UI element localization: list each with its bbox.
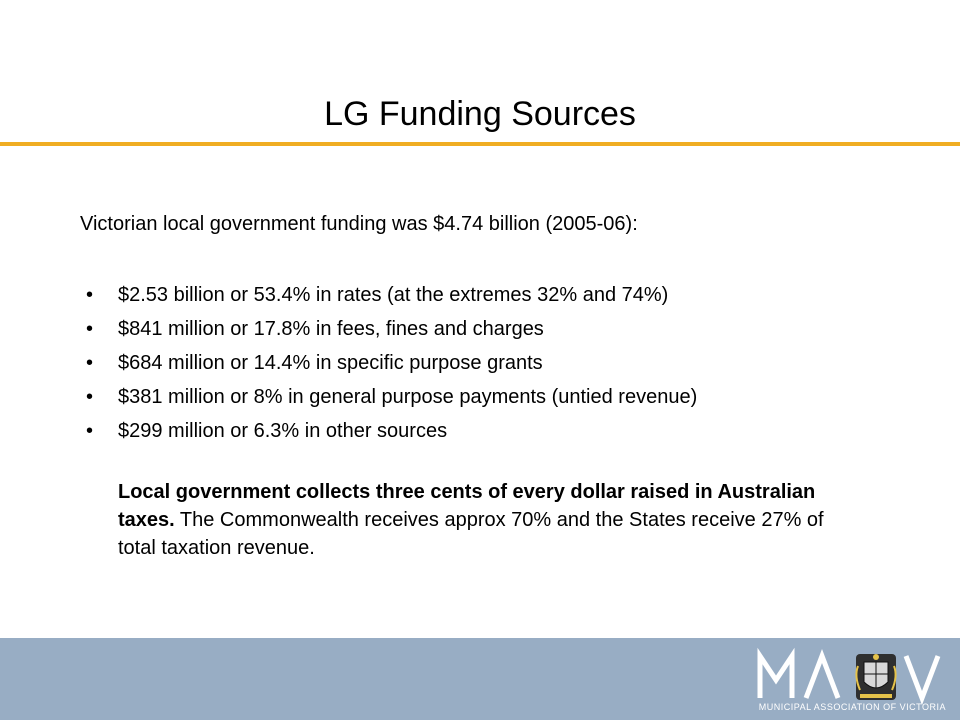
bullet-icon: • [86, 318, 94, 340]
title-underline [0, 142, 960, 146]
bullet-text: $381 million or 8% in general purpose payments (untied revenue) [118, 386, 698, 408]
bullet-icon: • [86, 284, 94, 306]
tax-share-note [118, 478, 858, 562]
slide-content [80, 210, 880, 562]
bullet-icon: • [86, 420, 94, 442]
bullet-icon: • [86, 352, 94, 374]
bullet-text: $2.53 billion or 53.4% in rates (at the extremes 32% and 74%) [118, 284, 669, 306]
intro-text: Victorian local government funding was $4.74 billion (2005-06): [80, 213, 638, 235]
bullet-item [80, 414, 880, 448]
bullet-text: $841 million or 17.8% in fees, fines and charges [118, 318, 544, 340]
coat-of-arms-icon [856, 654, 896, 700]
bullet-item [80, 346, 880, 380]
bullet-item [80, 312, 880, 346]
bullet-item [80, 380, 880, 414]
bullet-item [80, 278, 880, 312]
funding-bullet-list [80, 278, 880, 448]
slide-title: LG Funding Sources [324, 95, 636, 133]
note-text: The Commonwealth receives approx 70% and the States receive 27% of total taxation revenue. [118, 509, 824, 559]
logo-organisation-name: MUNICIPAL ASSOCIATION OF VICTORIA [758, 702, 946, 712]
note-emphasis: Local government collects three cents of every dollar raised in Australian taxes. [118, 481, 816, 531]
bullet-icon: • [86, 386, 94, 408]
bullet-text: $299 million or 6.3% in other sources [118, 420, 448, 442]
bullet-text: $684 million or 14.4% in specific purpose grants [118, 352, 543, 374]
